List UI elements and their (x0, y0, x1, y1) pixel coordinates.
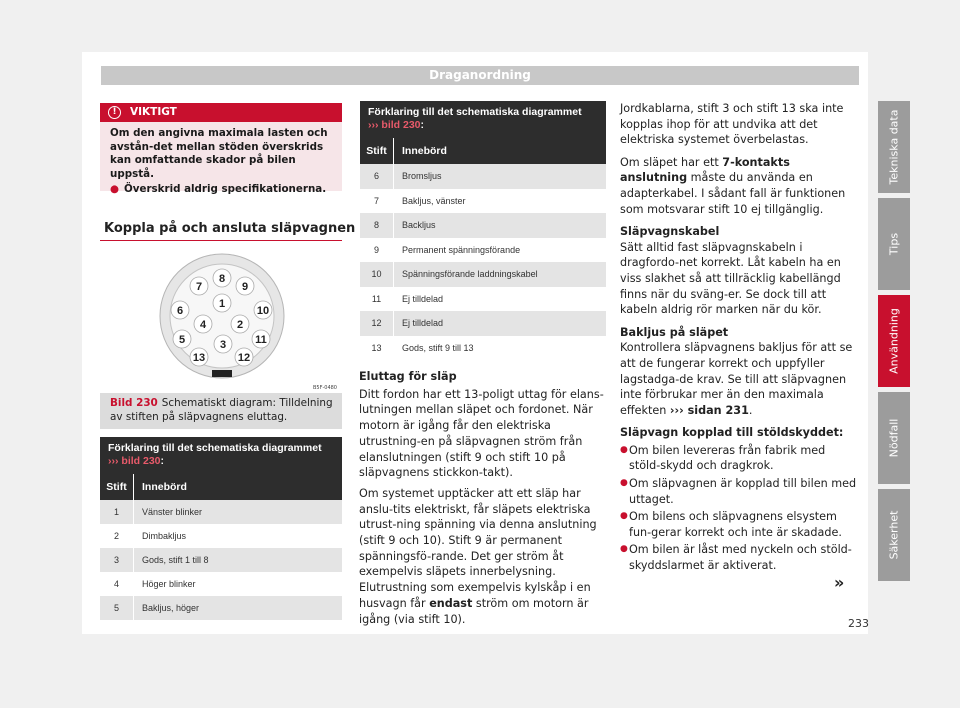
tab-nodfall[interactable] (878, 392, 910, 484)
connector-diagram (100, 251, 342, 393)
list-item: ● Om bilens och släpvagnens elsystem fun-gerar korrekt och inte är skadade. (620, 509, 858, 540)
figure-label: Bild 230 (110, 397, 158, 409)
tab-sakerhet[interactable] (878, 489, 910, 581)
table-header-row (360, 138, 606, 164)
text-run: . (748, 403, 753, 417)
pin-5 (173, 330, 191, 348)
table-row (100, 524, 342, 548)
pin-1 (213, 294, 231, 312)
pin-label: 10 (256, 305, 270, 317)
pin-cell: 5 (100, 596, 134, 620)
list-item: ● Om bilen är låst med nyckeln och stöld-skyddslarmet är aktiverat. (620, 542, 858, 573)
pin-label: 7 (195, 281, 203, 293)
table-header-row (100, 474, 342, 500)
bullet-icon: ● (110, 183, 119, 195)
pin-cell: 13 (360, 336, 394, 361)
pin-label: 12 (237, 352, 251, 364)
paragraph: Sätt alltid fast släpvagnskabeln i dragfordo-net korrekt. Låt kabeln ha en viss slakhet så att tillräcklig kabellängd finns när du sväng-er. Se dock till att kabeln aldrig rör marken när du kör. (620, 240, 841, 317)
tab-label: Nödfall (887, 418, 901, 458)
tab-label: Tips (887, 232, 901, 256)
pin-label: 8 (218, 273, 226, 285)
column-header-pin: Stift (100, 474, 134, 500)
info-icon: ! (108, 106, 121, 119)
list-item: ● Om släpvagnen är kopplad till bilen med uttaget. (620, 476, 858, 507)
pin-9 (236, 277, 254, 295)
paragraph (620, 155, 858, 217)
paragraph (359, 486, 605, 627)
paragraph (620, 340, 858, 418)
pin-label: 11 (255, 334, 267, 346)
figure-reference-link[interactable]: ››› bild 230 (108, 455, 161, 467)
table-body (100, 500, 342, 620)
text-run: Om släpet har ett (620, 155, 723, 169)
paragraph: Jordkablarna, stift 3 och stift 13 ska inte kopplas ihop för att undvika att det elektriska systemet överbelastas. (620, 102, 844, 147)
pin-cell: 2 (100, 524, 134, 548)
pin-label: 4 (199, 319, 207, 331)
pin-cell: 3 (100, 548, 134, 572)
table-title-text: Förklaring till det schematiska diagrammet (108, 442, 322, 454)
table-row (360, 213, 606, 238)
pin-cell: 6 (360, 164, 394, 189)
column-header-meaning: Innebörd (142, 481, 187, 493)
section-divider (100, 240, 342, 241)
subheading-anti-theft: Släpvagn kopplad till stöldskyddet: (620, 426, 844, 440)
text-run: Kontrollera släpvagnens bakljus för att se att de fungerar korrekt och uppfyller lagstadga-de krav. Se till att släpvagnen inte förbrukar mer än den maximala effekten (620, 341, 853, 417)
meaning-cell: Vänster blinker (142, 507, 203, 517)
pin-6 (171, 301, 189, 319)
middle-column-text (359, 369, 605, 632)
table-row (100, 500, 342, 524)
table-row (100, 572, 342, 596)
pin-label: 1 (218, 298, 226, 310)
tab-tips[interactable] (878, 198, 910, 290)
tab-label: Säkerhet (887, 510, 901, 560)
meaning-cell: Bromsljus (402, 171, 442, 181)
table-title (360, 101, 606, 138)
text-run: ström om motorn är igång (via stift 10). (359, 596, 589, 626)
pin-4 (194, 315, 212, 333)
pin-label: 13 (192, 352, 206, 364)
figure-reference-link[interactable]: ››› bild 230 (368, 119, 421, 131)
page-header: Draganordning (101, 66, 859, 85)
tab-anvandning[interactable] (878, 295, 910, 387)
meaning-cell: Dimbakljus (142, 531, 187, 541)
column-header-pin: Stift (360, 138, 394, 164)
meaning-cell: Spänningsförande laddningskabel (402, 269, 538, 279)
pin-8 (213, 269, 231, 287)
meaning-cell: Permanent spänningsförande (402, 244, 521, 255)
warning-label: VIKTIGT (130, 106, 177, 118)
table-row (100, 596, 342, 620)
meaning-cell: Bakljus, vänster (402, 195, 466, 206)
table-body (360, 164, 606, 360)
figure-caption-text: Schematiskt diagram: Tilldelning av stiften på släpvagnens eluttag. (110, 397, 333, 423)
subheading-taillights: Bakljus på släpet (620, 325, 729, 339)
table-title-text: Förklaring till det schematiska diagrammet (368, 106, 582, 118)
pin-label: 9 (241, 281, 249, 293)
pin-13 (190, 348, 208, 366)
warning-bullet-text: Överskrid aldrig specifikationerna. (124, 183, 327, 195)
pin-label: 5 (178, 334, 186, 346)
pin-11 (252, 330, 270, 348)
table-row (360, 164, 606, 189)
figure-caption (110, 397, 336, 424)
pin-label: 2 (236, 319, 244, 331)
section-title: Koppla på och ansluta släpvagnen (104, 221, 356, 236)
pin-2 (231, 315, 249, 333)
table-row (360, 336, 606, 361)
meaning-cell: Gods, stift 1 till 8 (142, 555, 209, 565)
meaning-cell: Gods, stift 9 till 13 (402, 342, 474, 353)
pin-cell: 4 (100, 572, 134, 596)
table-row (360, 311, 606, 336)
column-header-meaning: Innebörd (402, 145, 447, 157)
figure-code: B5F-0480 (312, 385, 337, 391)
tab-tekniska-data[interactable] (878, 101, 910, 193)
bold-text: 7-kontakts anslutning (620, 155, 790, 185)
connector-key (212, 370, 232, 377)
table-row (360, 287, 606, 312)
warning-header (100, 103, 342, 122)
table-ref-suffix: : (420, 119, 425, 131)
pin-table-1 (100, 437, 342, 620)
table-row (360, 189, 606, 214)
pin-table-2 (360, 101, 606, 360)
warning-box (100, 103, 342, 195)
table-row (360, 262, 606, 287)
page-reference-link[interactable]: ››› sidan 231 (669, 403, 749, 417)
warning-text: Om den angivna maximala lasten och avstån-det mellan stöden överskrids kan omfattande skador på bilen uppstå. (110, 127, 328, 180)
pin-cell: 10 (360, 262, 394, 287)
continue-arrow-icon: » (834, 573, 845, 592)
meaning-cell: Ej tilldelad (402, 293, 444, 304)
subheading-trailer-socket: Eluttag för släp (359, 370, 457, 383)
pin-cell: 12 (360, 311, 394, 336)
pin-cell: 11 (360, 287, 394, 312)
meaning-cell: Bakljus, höger (142, 603, 200, 613)
bold-text: endast (429, 596, 473, 610)
pin-cell: 8 (360, 213, 394, 238)
pin-7 (190, 277, 208, 295)
pin-12 (235, 348, 253, 366)
subheading-cable: Släpvagnskabel (620, 225, 720, 239)
list-item: ● Om bilen levereras från fabrik med stöld-skydd och dragkrok. (620, 443, 858, 474)
pin-3 (214, 335, 232, 353)
warning-body (100, 122, 342, 197)
paragraph: Ditt fordon har ett 13-poligt uttag för elans-lutningen mellan släpet och fordonet. När motorn är igång får den elektriska utrustning-en på släpvagnen ström från elanslutningen (stift 9 och stift 10 på släpvagnens stickkon-takt). (359, 387, 604, 480)
table-row (360, 238, 606, 263)
right-column-text (620, 101, 858, 576)
pin-cell: 1 (100, 500, 134, 524)
pin-10 (254, 301, 272, 319)
tab-label: Användning (887, 308, 901, 374)
table-title (100, 437, 342, 474)
text-run: måste du använda en adapterkabel. I sådant fall är funktionen som motsvarar stift 10 ej tillgänglig. (620, 171, 846, 216)
pin-label: 6 (176, 305, 184, 317)
pin-label: 3 (219, 339, 227, 351)
pin-cell: 7 (360, 189, 394, 214)
table-row (100, 548, 342, 572)
warning-bullet (110, 183, 334, 197)
meaning-cell: Höger blinker (142, 579, 196, 589)
pin-cell: 9 (360, 238, 394, 263)
text-run: Om systemet upptäcker att ett släp har anslu-tits elektriskt, får släpets elektriska utrust-ning spänning via denna anslutning (stift 9 och 10). Stift 9 är permanent spänningsfö-rande. Det ger ström åt exempelvis släpets innerbelysning. Elutrustning som exempelvis kylskåp i en husvagn får (359, 486, 597, 610)
table-ref-suffix: : (160, 455, 165, 467)
tab-label: Tekniska data (887, 109, 901, 185)
connector-svg (100, 251, 342, 393)
meaning-cell: Ej tilldelad (402, 318, 444, 328)
figure (100, 251, 342, 429)
meaning-cell: Backljus (402, 220, 436, 230)
page-number: 233 (848, 617, 869, 630)
